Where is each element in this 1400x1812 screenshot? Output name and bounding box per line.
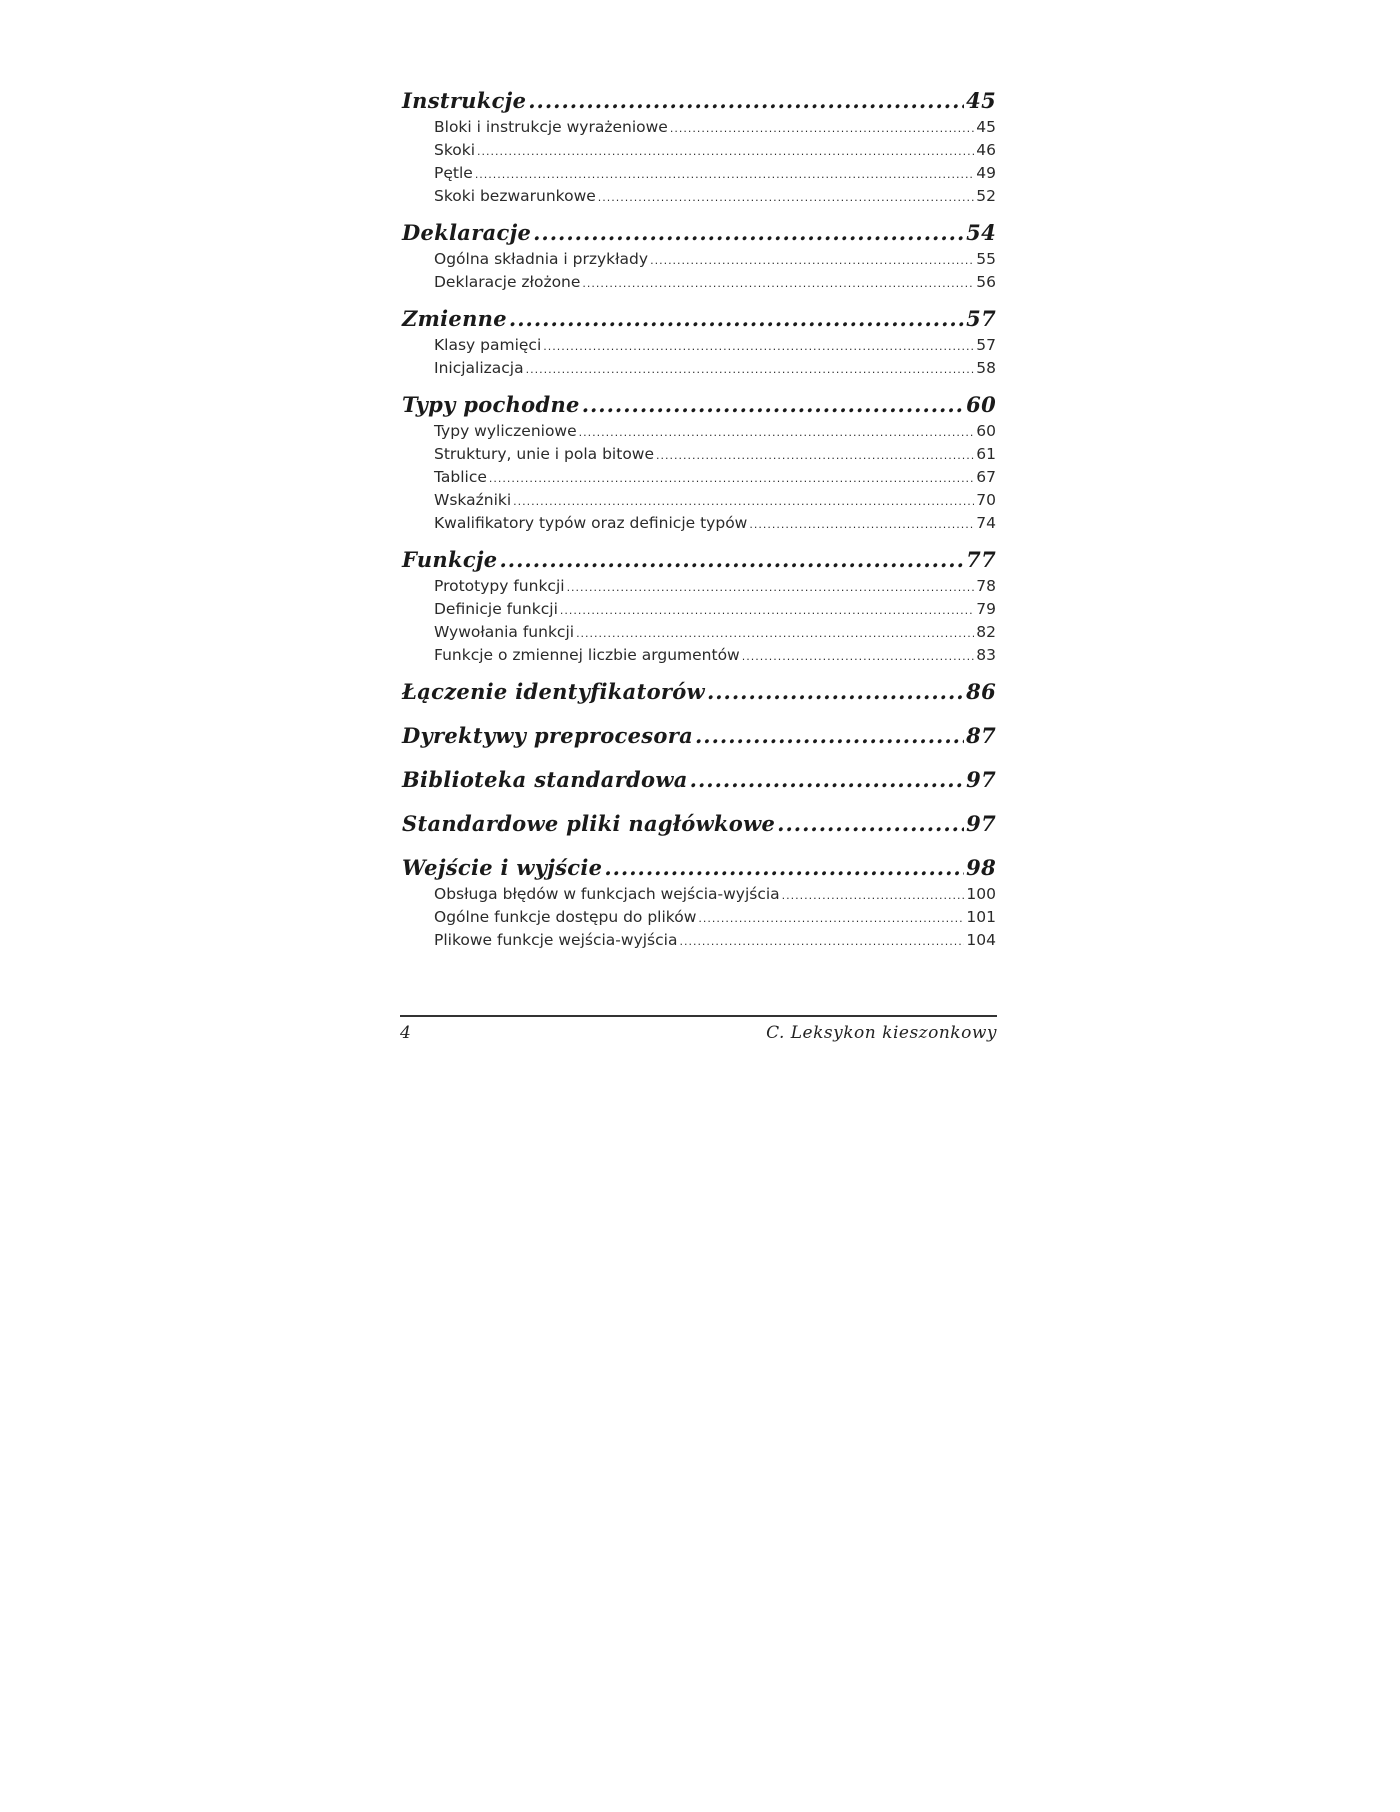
toc-chapter-title: Instrukcje [402,88,527,113]
toc-section [402,723,996,753]
toc-chapter-page: 57 [966,306,996,331]
toc-section [402,88,996,210]
toc-chapter-entry[interactable] [402,220,996,250]
toc-chapter-page: 45 [966,88,996,113]
toc-chapter-title: Deklaracje [402,220,532,245]
toc-subsection-title: Typy wyliczeniowe [434,422,577,440]
toc-section [402,306,996,382]
toc-section [402,679,996,709]
toc-chapter-page: 87 [966,723,996,748]
toc-subsection-entry[interactable] [402,118,996,141]
dot-leader [742,646,975,664]
toc-subsection-title: Klasy pamięci [434,336,542,354]
toc-subsection-page: 101 [966,908,996,926]
toc-subsection-title: Wskaźniki [434,491,512,509]
toc-subsection-entry[interactable] [402,577,996,600]
toc-subsection-entry[interactable] [402,187,996,210]
toc-subsection-title: Skoki bezwarunkowe [434,187,596,205]
toc-chapter-entry[interactable] [402,767,996,797]
toc-chapter-title: Funkcje [402,547,498,572]
toc-subsection-page: 104 [966,931,996,949]
toc-subsection-entry[interactable] [402,359,996,382]
dot-leader [707,679,964,704]
toc-subsection-title: Plikowe funkcje wejścia-wyjścia [434,931,678,949]
dot-leader [690,767,965,792]
toc-subsection-page: 100 [966,885,996,903]
dot-leader [533,220,964,245]
toc-chapter-entry[interactable] [402,679,996,709]
toc-subsection-entry[interactable] [402,141,996,164]
dot-leader [598,187,974,205]
dot-leader [543,336,974,354]
toc-subsection-page: 55 [976,250,996,268]
toc-section [402,392,996,537]
footer-page-number: 4 [400,1023,412,1043]
toc-subsection-title: Deklaracje złożone [434,273,581,291]
dot-leader [513,491,974,509]
toc-subsection-page: 52 [976,187,996,205]
dot-leader [560,600,974,618]
toc-subsection-title: Bloki i instrukcje wyrażeniowe [434,118,668,136]
toc-subsection-entry[interactable] [402,491,996,514]
toc-subsection-title: Wywołania funkcji [434,623,575,641]
toc-subsection-entry[interactable] [402,445,996,468]
toc-chapter-entry[interactable] [402,392,996,422]
toc-subsection-entry[interactable] [402,646,996,669]
toc-subsection-title: Skoki [434,141,476,159]
toc-subsection-entry[interactable] [402,250,996,273]
toc-chapter-entry[interactable] [402,855,996,885]
dot-leader [670,118,974,136]
dot-leader [509,306,964,331]
dot-leader [749,514,974,532]
toc-section [402,220,996,296]
toc-chapter-title: Wejście i wyjście [402,855,603,880]
dot-leader [526,359,975,377]
dot-leader [582,392,964,417]
toc-subsection-entry[interactable] [402,514,996,537]
toc-subsection-title: Pętle [434,164,473,182]
toc-chapter-page: 97 [966,767,996,792]
toc-subsection-page: 56 [976,273,996,291]
dot-leader [604,855,964,880]
dot-leader [475,164,974,182]
dot-leader [782,885,965,903]
toc-section [402,811,996,841]
dot-leader [656,445,974,463]
toc-subsection-page: 78 [976,577,996,595]
toc-chapter-title: Łączenie identyfikatorów [402,679,705,704]
toc-subsection-entry[interactable] [402,931,996,954]
toc-subsection-title: Inicjalizacja [434,359,524,377]
toc-chapter-page: 77 [966,547,996,572]
toc-subsection-page: 57 [976,336,996,354]
toc-subsection-page: 70 [976,491,996,509]
dot-leader [567,577,975,595]
toc-subsection-page: 61 [976,445,996,463]
toc-subsection-title: Funkcje o zmiennej liczbie argumentów [434,646,740,664]
toc-chapter-title: Dyrektywy preprocesora [402,723,693,748]
toc-chapter-page: 98 [966,855,996,880]
toc-chapter-page: 54 [966,220,996,245]
toc-subsection-page: 45 [976,118,996,136]
toc-subsection-page: 82 [976,623,996,641]
toc-chapter-title: Biblioteka standardowa [402,767,688,792]
toc-subsection-title: Definicje funkcji [434,600,558,618]
toc-subsection-page: 46 [976,141,996,159]
toc-chapter-entry[interactable] [402,723,996,753]
footer-book-title: C. Leksykon kieszonkowy [766,1023,997,1043]
toc-chapter-title: Zmienne [402,306,507,331]
dot-leader [477,141,974,159]
toc-chapter-entry[interactable] [402,547,996,577]
dot-leader [528,88,964,113]
dot-leader [698,908,964,926]
toc-subsection-entry[interactable] [402,336,996,359]
toc-subsection-page: 74 [976,514,996,532]
toc-subsection-entry[interactable] [402,885,996,908]
page-footer [400,1015,997,1043]
toc-subsection-title: Kwalifikatory typów oraz definicje typów [434,514,748,532]
toc-subsection-title: Ogólne funkcje dostępu do plików [434,908,697,926]
toc-chapter-entry[interactable] [402,811,996,841]
toc-subsection-title: Ogólna składnia i przykłady [434,250,649,268]
toc-subsection-page: 58 [976,359,996,377]
toc-chapter-page: 60 [966,392,996,417]
dot-leader [695,723,964,748]
toc-subsection-entry[interactable] [402,422,996,445]
toc-subsection-title: Tablice [434,468,487,486]
toc-subsection-entry[interactable] [402,908,996,931]
toc-subsection-title: Prototypy funkcji [434,577,565,595]
toc-subsection-page: 60 [976,422,996,440]
toc-section [402,767,996,797]
dot-leader [582,273,974,291]
toc-subsection-page: 49 [976,164,996,182]
toc-chapter-entry[interactable] [402,88,996,118]
toc-subsection-entry[interactable] [402,600,996,623]
toc-subsection-page: 79 [976,600,996,618]
dot-leader [499,547,964,572]
toc-subsection-page: 67 [976,468,996,486]
dot-leader [576,623,974,641]
toc-section [402,855,996,954]
toc-chapter-page: 86 [966,679,996,704]
table-of-contents [402,88,996,964]
toc-chapter-title: Typy pochodne [402,392,580,417]
toc-subsection-entry[interactable] [402,468,996,491]
toc-subsection-page: 83 [976,646,996,664]
dot-leader [777,811,964,836]
dot-leader [579,422,975,440]
toc-subsection-entry[interactable] [402,623,996,646]
toc-section [402,547,996,669]
toc-subsection-title: Obsługa błędów w funkcjach wejścia-wyjścia [434,885,780,903]
dot-leader [679,931,964,949]
toc-chapter-title: Standardowe pliki nagłówkowe [402,811,776,836]
toc-subsection-entry[interactable] [402,164,996,187]
toc-chapter-entry[interactable] [402,306,996,336]
toc-subsection-title: Struktury, unie i pola bitowe [434,445,655,463]
dot-leader [650,250,974,268]
toc-subsection-entry[interactable] [402,273,996,296]
dot-leader [489,468,974,486]
toc-chapter-page: 97 [966,811,996,836]
